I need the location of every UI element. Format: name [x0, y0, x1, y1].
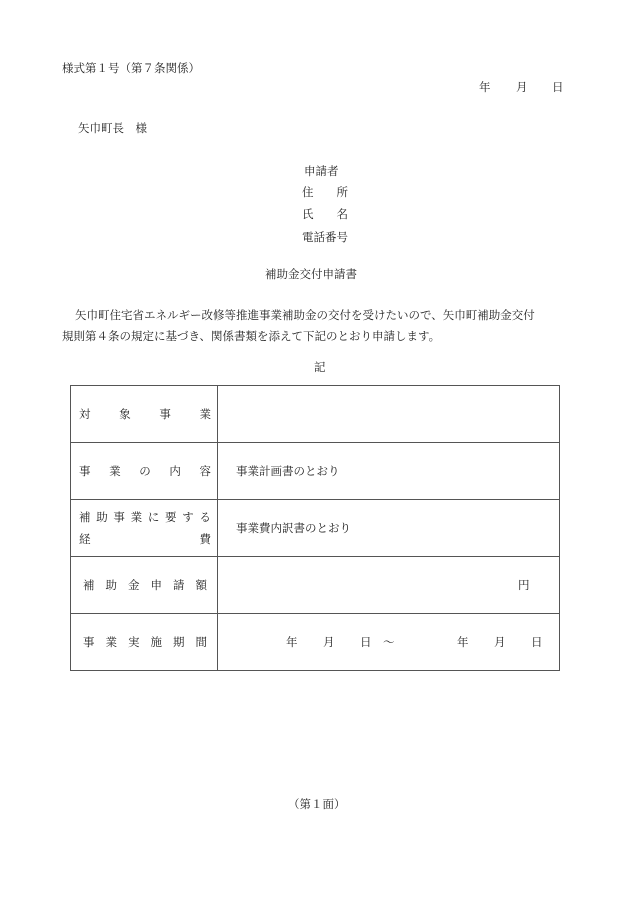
label-char: 内 [169, 464, 181, 478]
required-cost-field[interactable]: 事業費内訳書のとおり [218, 500, 560, 557]
end-day: 日 [531, 635, 543, 649]
table-row [71, 386, 560, 443]
document-title: 補助金交付申請書 [265, 267, 357, 281]
label-char: に [147, 510, 160, 524]
project-content-field[interactable]: 事業計画書のとおり [218, 443, 560, 500]
table-row [71, 557, 560, 614]
addressee: 矢巾町長 様 [78, 121, 147, 135]
label-char: 施 [150, 635, 162, 649]
yen-unit: 円 [518, 578, 530, 592]
label-char: の [139, 464, 151, 478]
end-month: 月 [494, 635, 506, 649]
label-char: 業 [199, 407, 211, 421]
label-char: 事 [79, 464, 91, 478]
label-char: 象 [119, 407, 131, 421]
project-period-field[interactable] [218, 614, 560, 671]
label-char: 助 [96, 510, 108, 524]
date-month: 月 [516, 80, 528, 94]
label-char: 事 [113, 510, 125, 524]
required-cost-label [79, 509, 211, 547]
subsidy-amount-label [83, 577, 207, 593]
label-char: 補 [79, 510, 91, 524]
applicant-phone-label: 電話番号 [302, 230, 348, 244]
label-char: 金 [128, 578, 140, 592]
label-char: 事 [159, 407, 171, 421]
label-char: 対 [79, 407, 91, 421]
applicant-heading: 申請者 [304, 164, 339, 178]
start-day: 日 [360, 635, 372, 649]
label-char: す [182, 510, 194, 524]
label-char: 実 [128, 635, 140, 649]
label-char: 事 [83, 635, 95, 649]
table-row [71, 443, 560, 500]
label-char: る [199, 510, 211, 524]
label-char: 容 [199, 464, 211, 478]
page-label: （第１面） [288, 797, 346, 811]
label-char: 費 [199, 532, 211, 546]
label-char: 要 [165, 510, 177, 524]
label-char: 額 [195, 578, 207, 592]
ki-heading: 記 [314, 360, 326, 374]
project-content-label [79, 463, 211, 479]
label-char: 補 [83, 578, 95, 592]
label-char: 業 [105, 635, 117, 649]
label-char: 業 [130, 510, 143, 524]
table-row [71, 614, 560, 671]
start-month: 月 [323, 635, 335, 649]
end-year: 年 [457, 635, 469, 649]
date-day: 日 [552, 80, 564, 94]
target-project-label [79, 406, 211, 422]
subsidy-amount-field[interactable] [218, 557, 560, 614]
label-char: 経 [79, 532, 91, 546]
start-year: 年 [286, 635, 298, 649]
applicant-address-label: 住 所 [302, 185, 348, 199]
body-text-line1: 矢巾町住宅省エネルギー改修等推進事業補助金の交付を受けたいので、矢巾町補助金交付 [75, 308, 535, 322]
period-tilde: ～ [383, 635, 395, 649]
form-number: 様式第１号（第７条関係） [62, 61, 200, 75]
project-period-label [83, 634, 207, 650]
date-year: 年 [479, 80, 491, 94]
table-row [71, 500, 560, 557]
applicant-name-label: 氏 名 [302, 207, 348, 221]
label-char: 請 [173, 578, 185, 592]
label-char: 間 [195, 635, 207, 649]
body-text-line2: 規則第４条の規定に基づき、関係書類を添えて下記のとおり申請します。 [62, 329, 441, 343]
target-project-field[interactable] [218, 386, 560, 443]
label-char: 業 [109, 464, 121, 478]
label-char: 助 [105, 578, 117, 592]
label-char: 申 [150, 578, 162, 592]
application-table [70, 385, 560, 671]
label-char: 期 [173, 635, 185, 649]
